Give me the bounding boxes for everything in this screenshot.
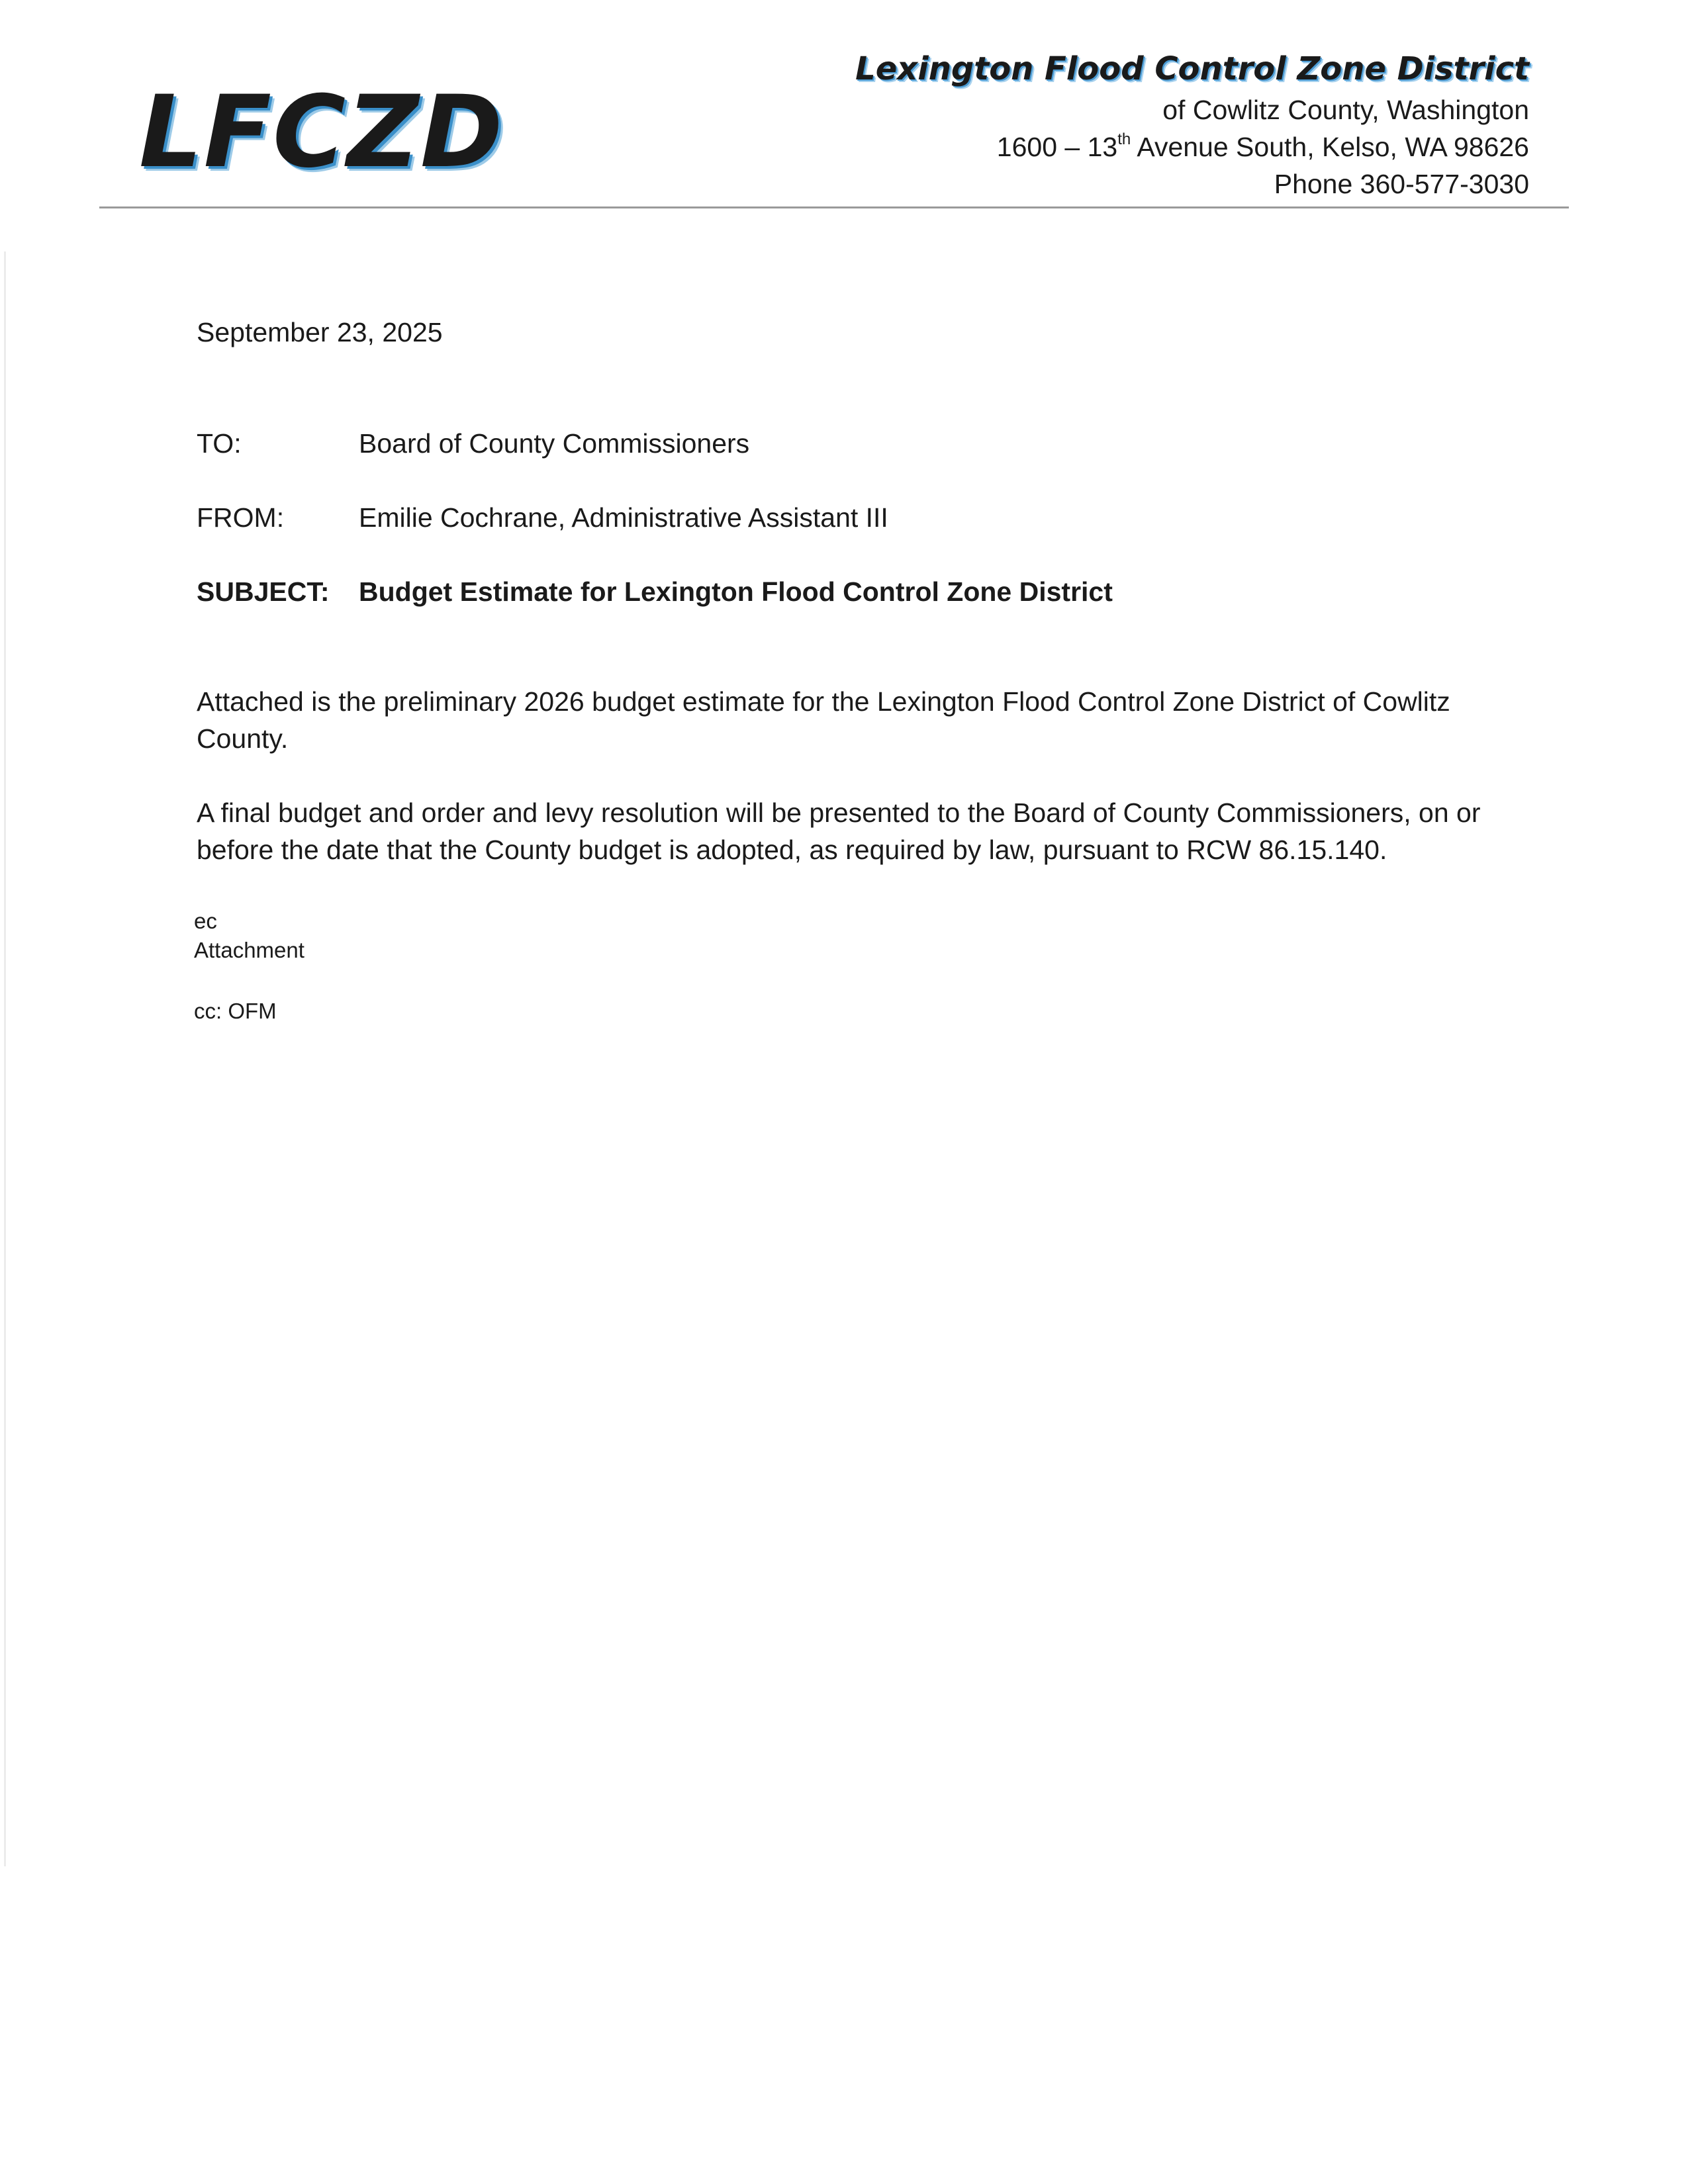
subject-value: Budget Estimate for Lexington Flood Control Zone District bbox=[359, 576, 1113, 607]
memo-subject-row bbox=[197, 573, 1113, 610]
enclosure-notation: ec bbox=[194, 909, 217, 933]
to-label: TO: bbox=[197, 428, 242, 459]
memo-from-row bbox=[197, 499, 888, 536]
organization-name: Lexington Flood Control Zone District bbox=[855, 50, 1529, 87]
to-value: Board of County Commissioners bbox=[359, 428, 750, 459]
county-line: of Cowlitz County, Washington bbox=[1162, 95, 1529, 125]
memo-to-row bbox=[197, 425, 749, 462]
district-logo: LFCZD bbox=[139, 75, 504, 190]
scan-edge bbox=[4, 251, 6, 1866]
address-ordinal: th bbox=[1117, 130, 1131, 148]
body-paragraph-1: Attached is the preliminary 2026 budget estimate for the Lexington Flood Control Zone District of Cowlitz County. bbox=[197, 686, 1450, 754]
address-street: Avenue South, Kelso, WA 98626 bbox=[1131, 132, 1529, 162]
address-number: 1600 – 13 bbox=[996, 132, 1118, 162]
letterhead-divider bbox=[99, 206, 1569, 208]
from-label: FROM: bbox=[197, 502, 285, 533]
cc-notation: cc: OFM bbox=[194, 999, 277, 1023]
subject-label: SUBJECT: bbox=[197, 576, 330, 607]
body-paragraph-2: A final budget and order and levy resolution will be presented to the Board of County Commissioners, on or before the date that the County budget is adopted, as required by law, pursuant to RCW 86.15.140. bbox=[197, 797, 1481, 865]
attachment-notation: Attachment bbox=[194, 938, 305, 962]
memo-date: September 23, 2025 bbox=[197, 317, 443, 347]
street-address bbox=[669, 128, 1529, 165]
letterhead-address-block bbox=[669, 46, 1529, 203]
phone-number: Phone 360-577-3030 bbox=[1274, 169, 1529, 199]
from-value: Emilie Cochrane, Administrative Assistant III bbox=[359, 502, 888, 533]
